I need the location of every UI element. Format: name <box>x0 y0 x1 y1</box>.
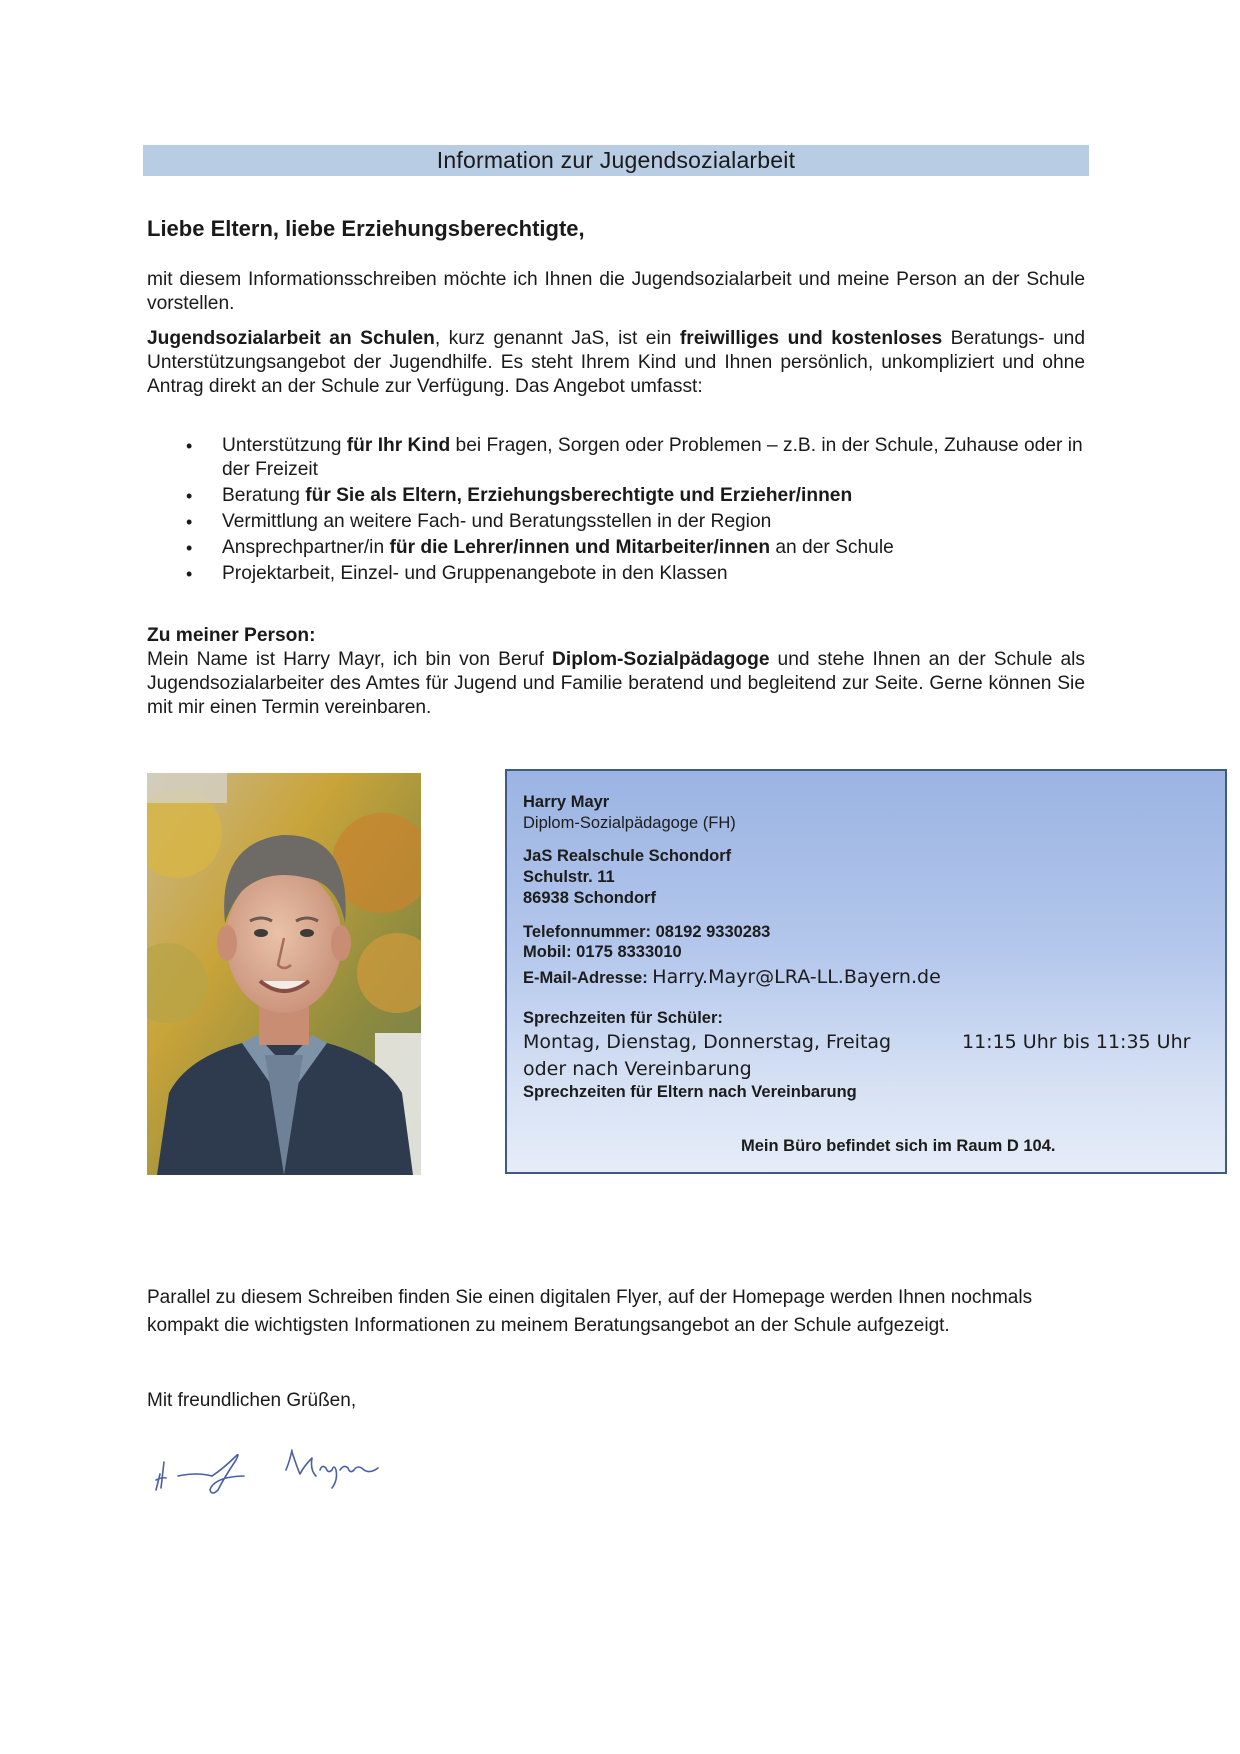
student-hours-time: 11:15 Uhr bis 11:35 Uhr <box>962 1031 1191 1053</box>
list-item: • Beratung für Sie als Eltern, Erziehungsberechtigte und Erzieher/innen <box>186 485 853 506</box>
contact-mobile: Mobil: 0175 8333010 <box>523 943 682 961</box>
list-item: • Projektarbeit, Einzel- und Gruppenangebote in den Klassen <box>186 563 728 584</box>
email-address[interactable]: Harry.Mayr@LRA-LL.Bayern.de <box>652 966 941 988</box>
contact-phone: Telefonnummer: 08192 9330283 <box>523 923 771 941</box>
salutation: Liebe Eltern, liebe Erziehungsberechtigte, <box>147 216 585 241</box>
offer-list <box>147 434 1087 588</box>
contact-school: JaS Realschule Schondorf <box>523 847 732 865</box>
list-item: • Ansprechpartner/in für die Lehrer/innen und Mitarbeiter/innen an der Schule <box>186 537 894 558</box>
contact-title: Diplom-Sozialpädagoge (FH) <box>523 814 736 832</box>
person-paragraph: Mein Name ist Harry Mayr, ich bin von Beruf Diplom-Sozialpädagoge und stehe Ihnen an der Schule als Jugendsozialarbeiter des Amtes für Jugend und Familie beratend und begleitend zur Seite. Gerne können Sie mit mir einen Termin vereinbaren. <box>147 649 1085 718</box>
list-item: • Unterstützung für Ihr Kind bei Fragen, Sorgen oder Problemen – z.B. in der Schule, Zuhause oder in der Freizeit <box>186 435 1083 480</box>
bullet-icon: • <box>186 564 193 584</box>
student-hours-days: Montag, Dienstag, Donnerstag, Freitag <box>523 1031 892 1053</box>
student-hours-label: Sprechzeiten für Schüler: <box>523 1009 723 1027</box>
contact-name: Harry Mayr <box>523 793 610 811</box>
page-title: Information zur Jugendsozialarbeit <box>436 147 796 173</box>
jas-term: Jugendsozialarbeit an Schulen <box>147 328 435 349</box>
contact-box <box>505 769 1227 1174</box>
title-bar <box>143 145 1089 176</box>
student-hours-alt: oder nach Vereinbarung <box>523 1058 752 1080</box>
bullet-icon: • <box>186 436 193 456</box>
parent-hours: Sprechzeiten für Eltern nach Vereinbarung <box>523 1083 857 1101</box>
contact-street: Schulstr. 11 <box>523 868 615 886</box>
voluntary-free: freiwilliges und kostenloses <box>679 328 943 349</box>
offer-paragraph: Jugendsozialarbeit an Schulen, kurz genannt JaS, ist ein freiwilliges und kostenloses Beratungs- und Unterstützungsangebot der Jugendhilfe. Es steht Ihrem Kind und Ihnen persönlich, unkompliziert und ohne Antrag direkt an der Schule zur Verfügung. Das Angebot umfasst: <box>147 328 1085 397</box>
bullet-icon: • <box>186 512 193 532</box>
person-heading: Zu meiner Person: <box>147 625 316 646</box>
list-item: • Vermittlung an weitere Fach- und Beratungsstellen in der Region <box>186 511 772 532</box>
bullet-icon: • <box>186 486 193 506</box>
bullet-icon: • <box>186 538 193 558</box>
closing-paragraph: Parallel zu diesem Schreiben finden Sie einen digitalen Flyer, auf der Homepage werden Ihnen nochmals kompakt die wichtigsten Informationen zu meinem Beratungsangebot an der Schule aufgezeigt. <box>147 1287 1033 1336</box>
email-label: E-Mail-Adresse: <box>523 969 653 987</box>
intro-paragraph: mit diesem Informationsschreiben möchte ich Ihnen die Jugendsozialarbeit und meine Person an der Schule vorstellen. <box>147 269 1085 314</box>
contact-city: 86938 Schondorf <box>523 889 656 907</box>
greeting: Mit freundlichen Grüßen, <box>147 1390 357 1411</box>
portrait-photo <box>147 773 421 1175</box>
contact-email-line <box>523 964 941 990</box>
office-room: Mein Büro befindet sich im Raum D 104. <box>741 1137 1056 1155</box>
signature <box>152 1440 387 1496</box>
